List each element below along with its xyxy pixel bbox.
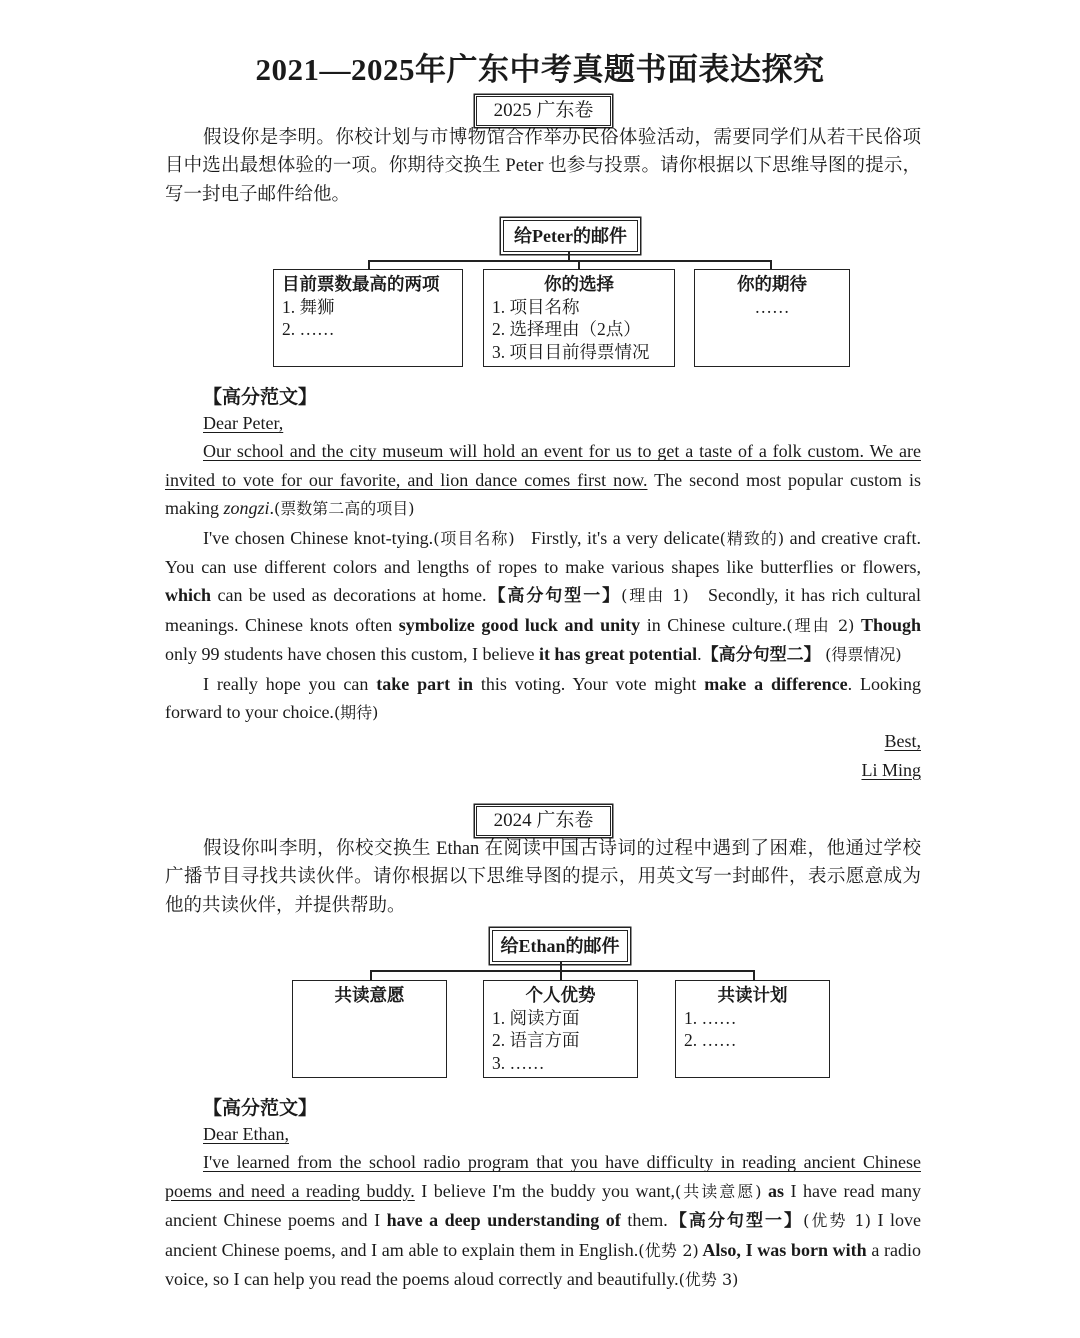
- prompt-2025: 假设你是李明。你校计划与市博物馆合作举办民俗体验活动，需要同学们从若干民俗项目中选出最想体验的一项。你期待交换生 Peter 也参与投票。请你根据以下思维导图的提示，写一封电子邮件给他。: [165, 128, 921, 205]
- signature-text: Li Ming: [861, 759, 921, 780]
- bold-phrase: have a deep understanding of: [386, 1210, 621, 1231]
- bold-phrase: take part in: [376, 673, 474, 694]
- annotation-note: (优势 3): [678, 1270, 739, 1290]
- essay-text: I love ancient Chinese poems, and I am able to explain them in English.: [165, 1210, 921, 1260]
- prompt-2024: 假设你叫李明，你校交换生 Ethan 在阅读中国古诗词的过程中遇到了困难，他通过学校广播节目寻找共读伙伴。请你根据以下思维导图的提示，用英文写一封邮件，表示愿意成为他的共读伙伴，并提供帮助。: [165, 839, 921, 916]
- box-item: 1. ……: [684, 1007, 737, 1028]
- section-tag-2024: 2024 广东卷: [476, 806, 611, 836]
- box-item: 3. 项目目前得票情况: [492, 341, 650, 362]
- essay-text: .: [269, 498, 275, 519]
- closing: [165, 727, 921, 755]
- box-heading: 共读计划: [717, 985, 788, 1005]
- mindmap-root-2024: 给Ethan的邮件: [492, 930, 628, 962]
- underlined-text: I've learned from the school radio program that you have difficulty in reading ancient Chinese poems and need a reading buddy.: [165, 1152, 921, 1201]
- essay-paragraph: [165, 524, 926, 670]
- essay-text: . Looking forward to your choice.: [165, 673, 922, 723]
- annotation-note: (理由 1): [621, 586, 689, 606]
- box-item: ……: [754, 296, 790, 317]
- essay-text: I have read many ancient Chinese poems and I: [165, 1180, 921, 1231]
- salutation: [165, 409, 921, 437]
- annotation-note: (精致的): [719, 528, 785, 548]
- annotation-note: (票数第二高的项目): [274, 499, 415, 519]
- annotation-note: (期待): [333, 703, 379, 723]
- underlined-text: Our school and the city museum will hold an event for us to get a taste of a folk custom. We are invited to vote for our favorite, and lion dance comes first now.: [165, 441, 921, 490]
- mindmap-box-advantages: [483, 980, 638, 1078]
- essay-text: .: [697, 644, 702, 665]
- section-tag-2025: 2025 广东卷: [476, 96, 611, 126]
- annotation-note: (优势 2): [638, 1240, 699, 1260]
- sample-label-2024: 【高分范文】: [203, 1098, 318, 1119]
- box-item: 2. ……: [684, 1030, 737, 1050]
- bold-phrase: Though: [860, 614, 922, 635]
- box-item: 1. 阅读方面: [492, 1007, 580, 1028]
- mindmap-box-top-two: [273, 269, 463, 367]
- essay-text: Firstly, it's a very delicate: [514, 527, 720, 548]
- essay-text: a radio voice, so I can help you read the poems aloud correctly and beautifully.: [165, 1239, 921, 1290]
- page-title: 2021—2025年广东中考真题书面表达探究: [255, 52, 825, 87]
- box-heading: 你的期待: [737, 274, 807, 294]
- box-heading: 共读意愿: [334, 985, 405, 1005]
- sample-essay-2025: [165, 409, 926, 784]
- essay-text: this voting. Your vote might: [473, 673, 705, 694]
- mindmap-box-expectation: [694, 269, 850, 367]
- box-heading: 个人优势: [525, 985, 596, 1005]
- sentence-pattern-tag: 【高分句型二】: [701, 645, 821, 666]
- essay-text: them.: [620, 1210, 668, 1231]
- annotation-note: (共读意愿): [675, 1181, 762, 1201]
- essay-text: only 99 students have chosen this custom, I believe: [165, 644, 539, 665]
- sentence-pattern-tag: 【高分句型一】: [667, 1211, 804, 1232]
- bold-phrase: symbolize good luck and unity: [398, 614, 641, 635]
- box-item: 1. 项目名称: [492, 296, 580, 317]
- connector: [370, 970, 754, 972]
- bold-phrase: it has great potential: [538, 644, 698, 665]
- box-item: 1. 舞狮: [282, 296, 335, 317]
- box-item: 2. 选择理由（2点）: [492, 319, 641, 339]
- bold-phrase: as: [761, 1180, 785, 1201]
- essay-text: The second most popular custom is making: [165, 469, 921, 519]
- essay-paragraph: [165, 1148, 921, 1294]
- essay-text: Secondly, it has rich cultural meanings. Chinese knots often: [165, 585, 926, 635]
- box-item: 2. 语言方面: [492, 1030, 580, 1050]
- essay-paragraph: [165, 670, 921, 728]
- box-item: 3. ……: [492, 1052, 545, 1073]
- salutation: [165, 1120, 921, 1148]
- essay-paragraph: [165, 437, 921, 523]
- mindmap-box-plan: [675, 980, 830, 1078]
- salutation-text: Dear Ethan,: [203, 1124, 289, 1144]
- box-heading: 你的选择: [544, 274, 614, 294]
- essay-text: and creative craft. You can use different colors and lengths of ropes to make various shapes like butterflies or flowers,: [165, 527, 921, 578]
- mindmap-box-willingness: [292, 980, 447, 1078]
- connector: [368, 260, 771, 262]
- bold-phrase: Also, I was born with: [698, 1239, 867, 1260]
- essay-text: I believe I'm the buddy you want,: [414, 1180, 675, 1201]
- closing-text: Best,: [884, 731, 921, 752]
- sample-essay-2024: [165, 1120, 921, 1294]
- annotation-note: (优势 1): [803, 1211, 871, 1231]
- essay-text: I've chosen Chinese knot-tying.: [203, 527, 434, 548]
- salutation-text: Dear Peter,: [203, 413, 284, 433]
- essay-text: can be used as decorations at home.: [211, 585, 487, 606]
- annotation-note: (得票情况): [825, 645, 902, 665]
- sentence-pattern-tag: 【高分句型一】: [486, 586, 622, 607]
- box-item: 2. ……: [282, 319, 335, 339]
- essay-text: in Chinese culture.: [640, 614, 787, 635]
- annotation-note: (理由 2): [786, 615, 855, 635]
- mindmap-box-your-choice: [483, 269, 675, 367]
- mindmap-root-2025: 给Peter的邮件: [503, 220, 638, 252]
- annotation-note: (项目名称): [433, 528, 515, 548]
- signature: [165, 756, 921, 784]
- bold-phrase: make a difference: [704, 673, 848, 694]
- essay-text: I really hope you can: [203, 673, 377, 694]
- box-heading: 目前票数最高的两项: [282, 274, 440, 294]
- sample-label-2025: 【高分范文】: [203, 387, 318, 408]
- essay-text: zongzi: [223, 498, 270, 519]
- bold-phrase: which: [165, 585, 212, 606]
